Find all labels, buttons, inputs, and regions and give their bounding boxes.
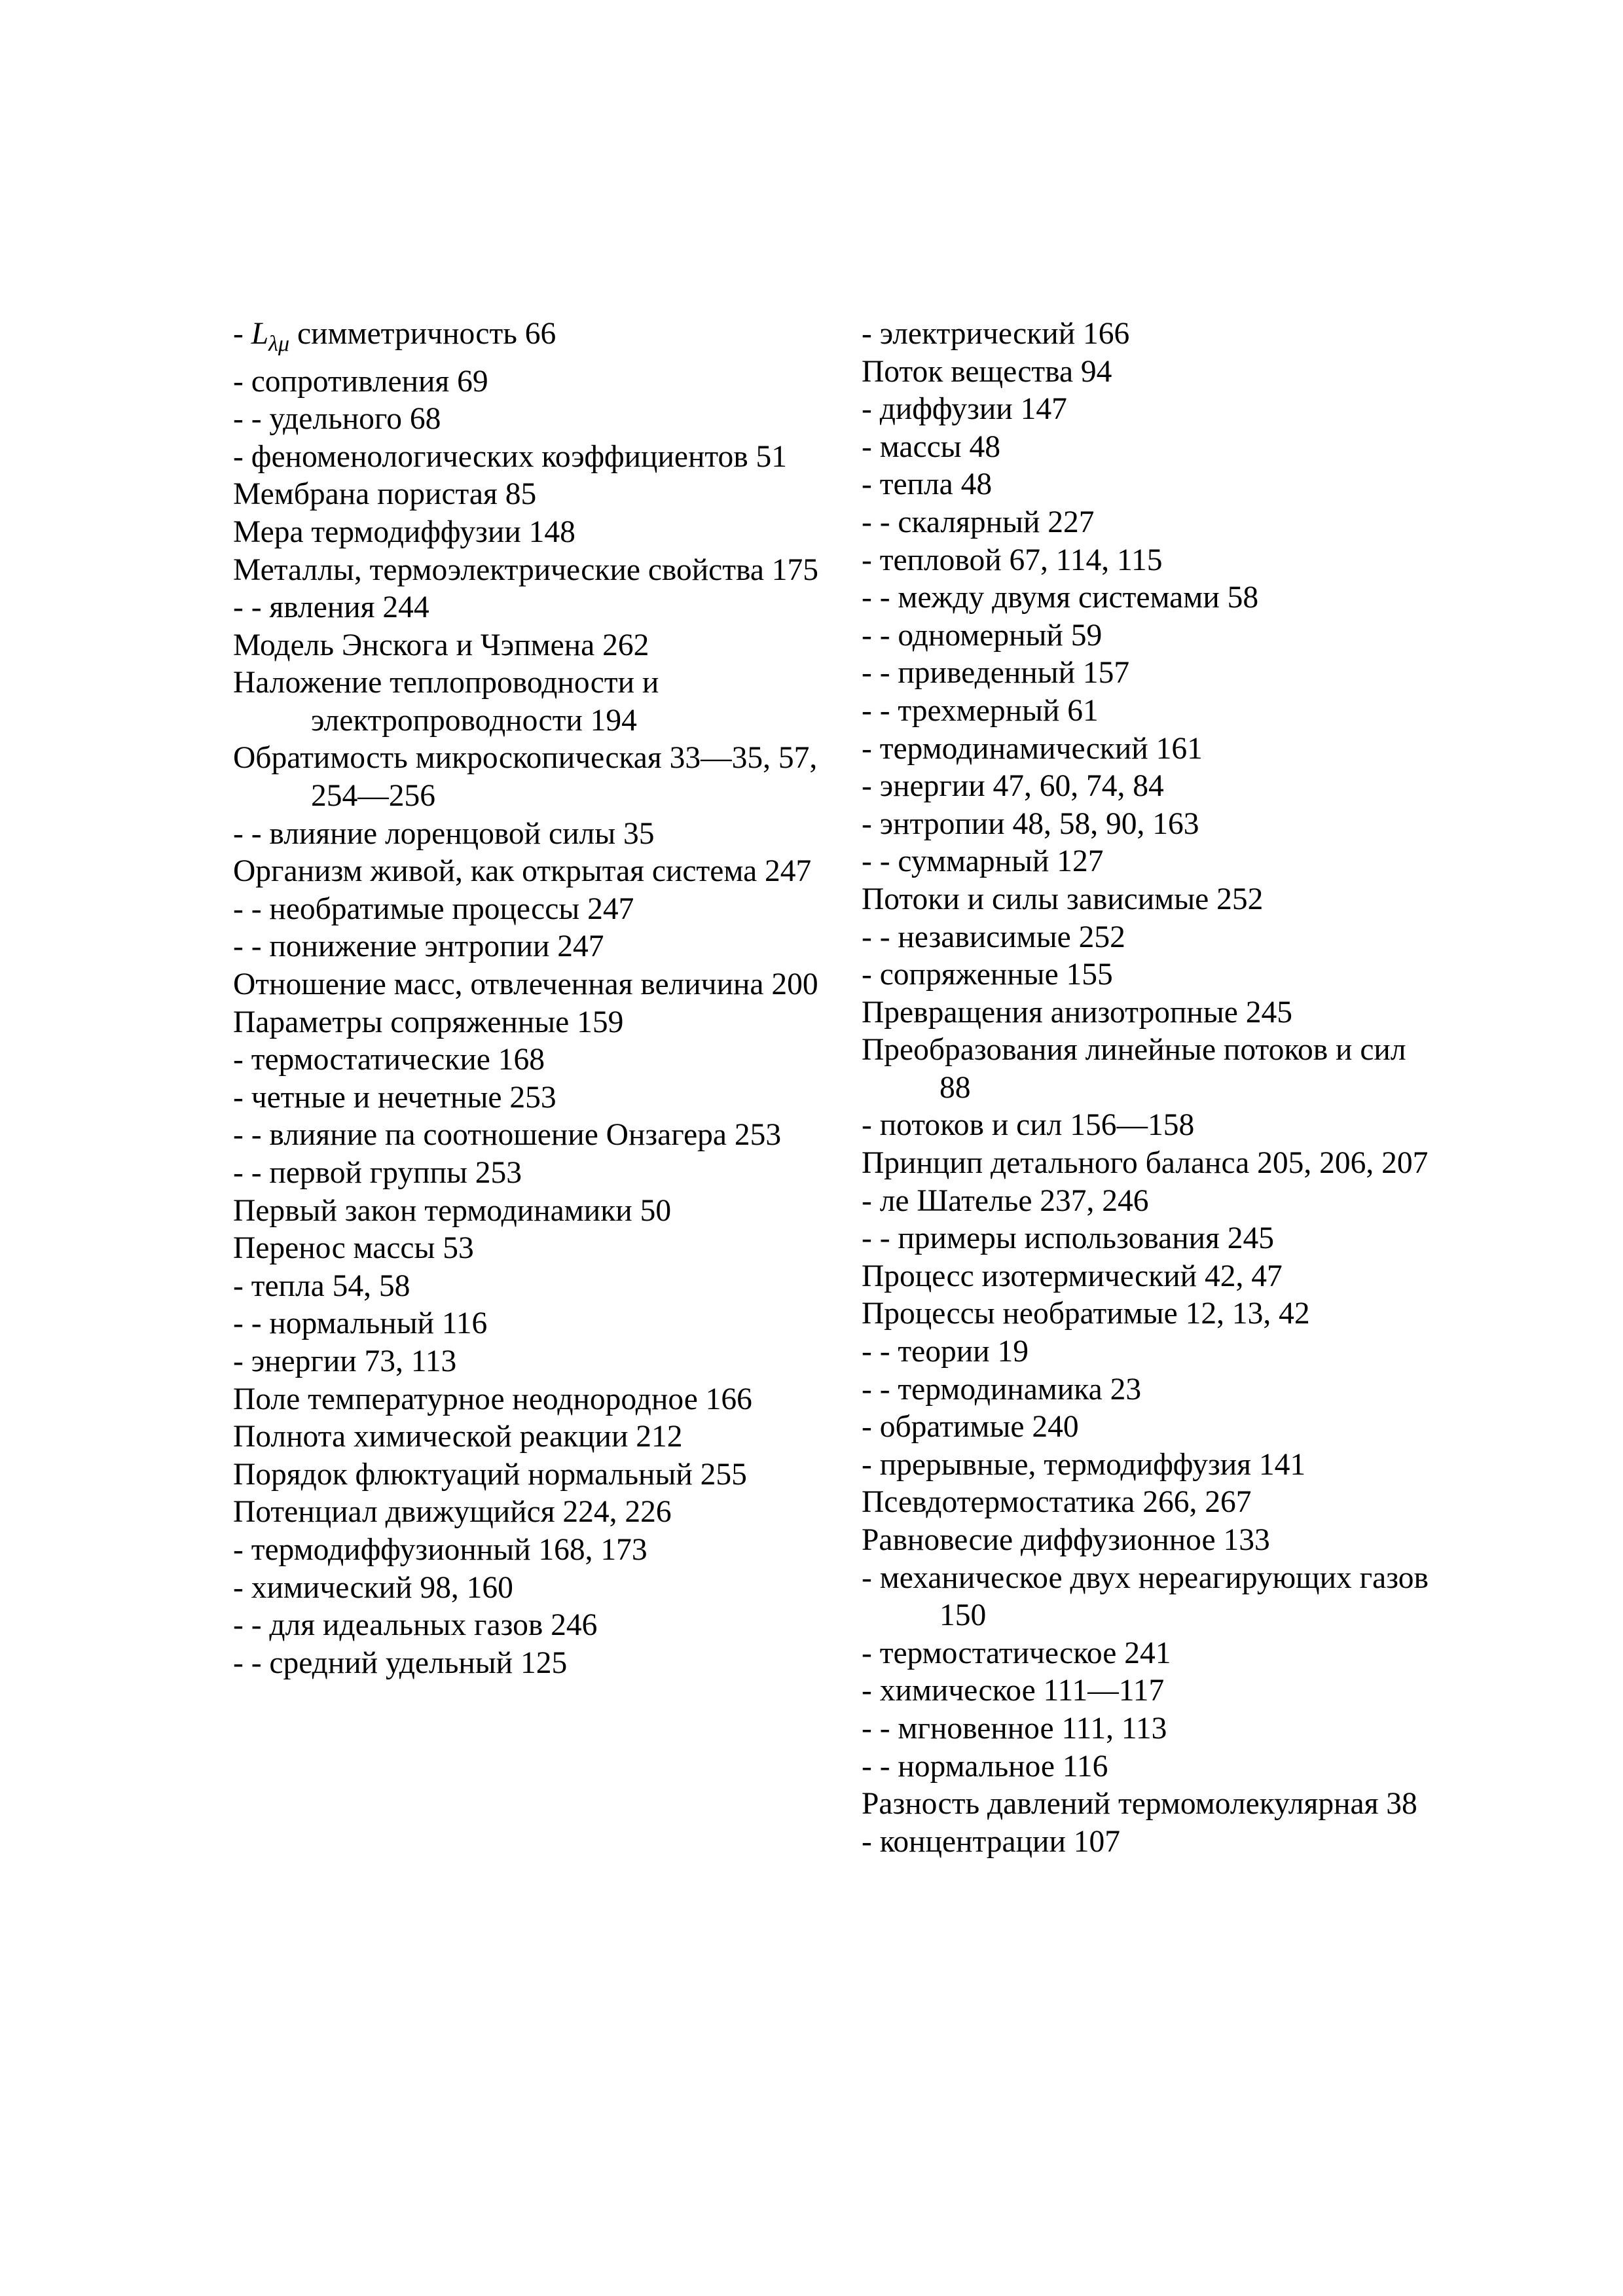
index-entry: - - трехмерный 61: [862, 693, 1099, 728]
index-entry: Поле температурное неоднородное 166: [233, 1382, 752, 1416]
index-entry: Параметры сопряженные 159: [233, 1005, 624, 1039]
index-entry: - - удельного 68: [233, 402, 441, 437]
index-entry: - - нормальное 116: [862, 1749, 1108, 1784]
index-entry: - - явления 244: [233, 590, 429, 625]
index-entry: Отношение масс, отвлеченная величина 200: [233, 967, 818, 1002]
index-entry: - четные и нечетные 253: [233, 1080, 556, 1115]
index-entry: Принцип детального баланса 205, 206, 207: [862, 1146, 1429, 1181]
index-entry: Потенциал движущийся 224, 226: [233, 1495, 672, 1530]
index-entry: - - первой группы 253: [233, 1156, 522, 1190]
index-entry: Превращения анизотропные 245: [862, 995, 1292, 1030]
index-entry: Организм живой, как открытая система 247: [233, 854, 812, 889]
index-entry: Равновесие диффузионное 133: [862, 1523, 1270, 1557]
index-entry: - - термодинамика 23: [862, 1372, 1142, 1407]
index-entry: Процесс изотермический 42, 47: [862, 1259, 1283, 1293]
index-entry: Металлы, термоэлектрические свойства 175: [233, 552, 819, 587]
index-entry: - массы 48: [862, 429, 1000, 464]
index-entry: Наложение теплопроводности и электропроводности 194: [233, 666, 659, 738]
index-entry: - концентрации 107: [862, 1824, 1121, 1859]
index-entry: - - одномерный 59: [862, 618, 1103, 653]
index-entry: - - независимые 252: [862, 920, 1125, 954]
index-column-right: [862, 315, 1444, 1861]
index-entry: - электрический 166: [862, 317, 1130, 351]
index-entry: Полнота химической реакции 212: [233, 1420, 683, 1454]
index-entry: - энергии 47, 60, 74, 84: [862, 769, 1164, 804]
index-entry: - химическое 111—117: [862, 1674, 1165, 1708]
index-entry: - сопротивления 69: [233, 364, 488, 399]
index-entry: - - мгновенное 111, 113: [862, 1711, 1167, 1746]
index-entry: - энергии 73, 113: [233, 1344, 457, 1378]
index-entry: - тепловой 67, 114, 115: [862, 543, 1163, 577]
index-entry: - - понижение энтропии 247: [233, 929, 604, 964]
index-entry: Первый закон термодинамики 50: [233, 1193, 672, 1228]
index-column-left: [233, 315, 829, 1682]
index-entry: - тепла 54, 58: [233, 1268, 410, 1303]
index-entry: - обратимые 240: [862, 1410, 1079, 1444]
index-entry: - - теории 19: [862, 1335, 1029, 1369]
index-entry: - механическое двух нереагирующих газов 150: [862, 1560, 1429, 1633]
index-entry: - термодиффузионный 168, 173: [233, 1532, 647, 1567]
index-entry: - - приведенный 157: [862, 656, 1130, 691]
index-entry: - термостатическое 241: [862, 1636, 1171, 1670]
index-entry: Мембрана пористая 85: [233, 477, 537, 512]
index-entry: - - нормальный 116: [233, 1306, 488, 1341]
index-entry: - сопряженные 155: [862, 958, 1113, 992]
index-entry: - - суммарный 127: [862, 844, 1104, 879]
index-entry: Поток вещества 94: [862, 354, 1112, 389]
math-subscript: λμ: [268, 331, 290, 356]
index-entry: Псевдотермостатика 266, 267: [862, 1485, 1252, 1520]
index-entry: Порядок флюктуаций нормальный 255: [233, 1457, 747, 1492]
index-entry: - феноменологических коэффициентов 51: [233, 439, 788, 474]
index-entry: - энтропии 48, 58, 90, 163: [862, 806, 1199, 841]
index-entry: Мера термодиффузии 148: [233, 514, 575, 549]
index-entry: - - для идеальных газов 246: [233, 1608, 598, 1643]
index-entry: - ле Шателье 237, 246: [862, 1183, 1149, 1218]
index-entry: Преобразования линейные потоков и сил 88: [862, 1033, 1406, 1105]
index-entry: - тепла 48: [862, 467, 993, 502]
index-entry: Процессы необратимые 12, 13, 42: [862, 1297, 1310, 1331]
index-entry: Перенос массы 53: [233, 1231, 474, 1266]
index-entry: - диффузии 147: [862, 392, 1067, 427]
index-entry: - $L_{\lambda\mu}$ симметричность 66: [233, 317, 556, 356]
index-entry: Потоки и силы зависимые 252: [862, 882, 1264, 916]
index-entry: - - необратимые процессы 247: [233, 891, 634, 926]
index-entry: - - скалярный 227: [862, 505, 1095, 539]
index-entry: Разность давлений термомолекулярная 38: [862, 1787, 1417, 1821]
index-entry: - термодинамический 161: [862, 731, 1203, 766]
index-entry: - химический 98, 160: [233, 1570, 513, 1605]
index-entry: - - между двумя системами 58: [862, 581, 1259, 615]
index-entry: - - примеры использования 245: [862, 1221, 1275, 1256]
index-entry: - прерывные, термодиффузия 141: [862, 1447, 1306, 1482]
index-entry: - - средний удельный 125: [233, 1645, 568, 1680]
math-symbol: L: [251, 317, 269, 351]
index-entry: - потоков и сил 156—158: [862, 1108, 1195, 1143]
index-entry: - - влияние па соотношение Онзагера 253: [233, 1118, 782, 1153]
index-entry: Обратимость микроскопическая 33—35, 57, 254—256: [233, 741, 818, 814]
index-entry: Модель Энскога и Чэпмена 262: [233, 628, 649, 662]
index-entry: - термостатические 168: [233, 1043, 545, 1077]
index-entry: - - влияние лоренцовой силы 35: [233, 816, 655, 851]
